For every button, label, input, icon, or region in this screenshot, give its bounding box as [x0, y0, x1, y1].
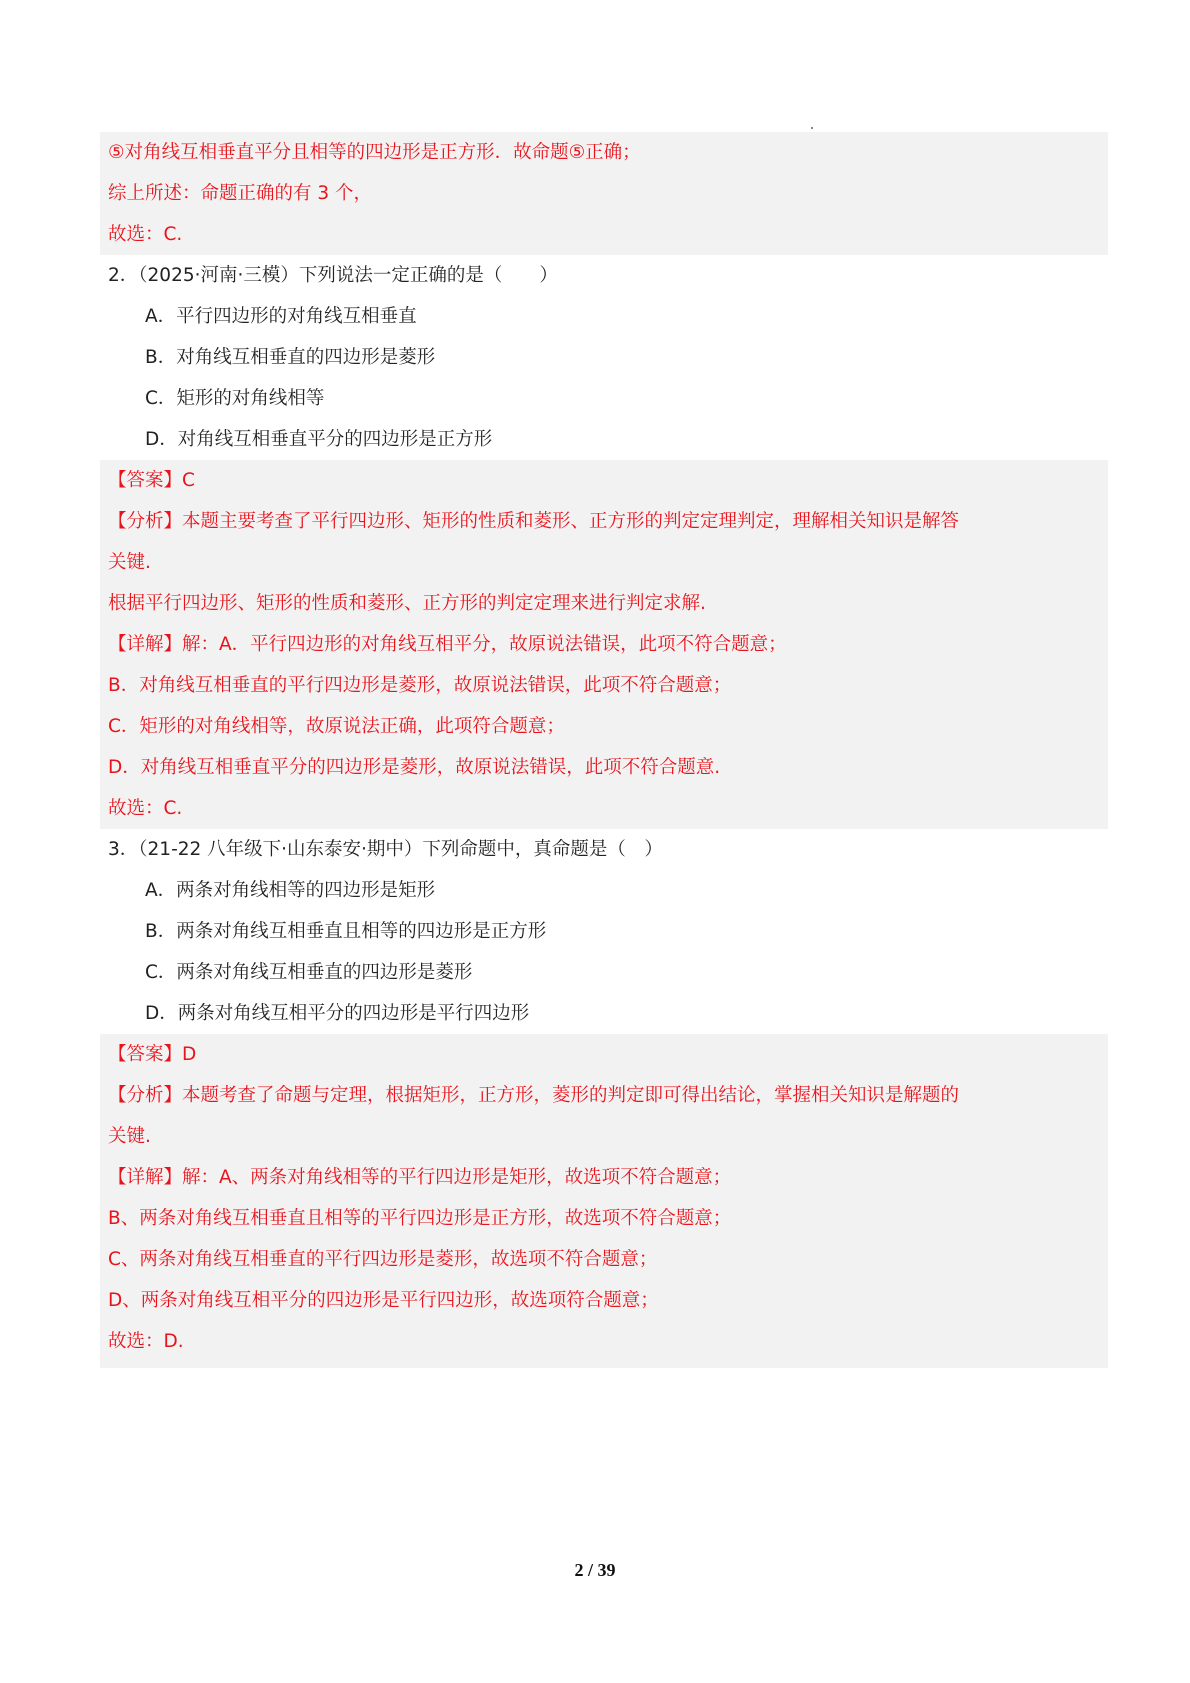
question-stem [108, 255, 1088, 296]
solution-line: 综上所述：命题正确的有 3 个， [108, 183, 373, 204]
option-b: B．两条对角线互相垂直且相等的四边形是正方形 [145, 921, 547, 942]
detail-line: B．对角线互相垂直的平行四边形是菱形，故原说法错误，此项不符合题意； [108, 675, 732, 696]
question-3 [108, 829, 1088, 1034]
detail-line: C．矩形的对角线相等，故原说法正确，此项符合题意； [108, 716, 565, 737]
solution-line: ⑤对角线互相垂直平分且相等的四边形是正方形．故命题⑤正确； [108, 142, 641, 163]
option-a: A．平行四边形的对角线互相垂直 [145, 306, 417, 327]
stray-mark [811, 127, 813, 129]
analysis-line: 关键. [108, 1126, 151, 1147]
analysis-line: 关键. [108, 552, 151, 573]
option-c: C．两条对角线互相垂直的四边形是菱形 [145, 962, 473, 983]
document-page [108, 132, 1088, 1368]
question-text: （21-22 八年级下·山东泰安·期中）下列命题中，真命题是（ ） [138, 839, 663, 860]
choice-line: 故选：D. [108, 1331, 184, 1352]
option-a: A．两条对角线相等的四边形是矩形 [145, 880, 436, 901]
detail-line: B、两条对角线互相垂直且相等的平行四边形是正方形，故选项不符合题意； [108, 1208, 732, 1229]
answer-line: 【答案】C [108, 470, 195, 491]
option-c: C．矩形的对角线相等 [145, 388, 325, 409]
question-2 [108, 255, 1088, 460]
question-number: 3． [108, 839, 139, 860]
detail-line: C、两条对角线互相垂直的平行四边形是菱形，故选项不符合题意； [108, 1249, 658, 1270]
analysis-line: 【分析】本题考查了命题与定理，根据矩形，正方形，菱形的判定即可得出结论，掌握相关知识是解题的 [108, 1085, 960, 1106]
option-d: D．对角线互相垂直平分的四边形是正方形 [145, 429, 493, 450]
solution-line: 故选：C. [108, 224, 183, 245]
prev-solution-block [100, 132, 1108, 255]
detail-line: 【详解】解：A．平行四边形的对角线互相平分，故原说法错误，此项不符合题意； [108, 634, 787, 655]
solution-block-3 [100, 1034, 1108, 1368]
detail-line: 【详解】解：A、两条对角线相等的平行四边形是矩形，故选项不符合题意； [108, 1167, 732, 1188]
option-b: B．对角线互相垂直的四边形是菱形 [145, 347, 436, 368]
question-text: （2025·河南·三模）下列说法一定正确的是（ ） [138, 265, 558, 286]
choice-line: 故选：C. [108, 798, 183, 819]
question-stem [108, 829, 1088, 870]
option-d: D．两条对角线互相平分的四边形是平行四边形 [145, 1003, 530, 1024]
analysis-line: 【分析】本题主要考查了平行四边形、矩形的性质和菱形、正方形的判定定理判定，理解相关知识是解答 [108, 511, 960, 532]
detail-line: D．对角线互相垂直平分的四边形是菱形，故原说法错误，此项不符合题意. [108, 757, 721, 778]
analysis-line: 根据平行四边形、矩形的性质和菱形、正方形的判定定理来进行判定求解. [108, 593, 706, 614]
detail-line: D、两条对角线互相平分的四边形是平行四边形，故选项符合题意； [108, 1290, 659, 1311]
page-number: 2 / 39 [574, 1560, 616, 1580]
solution-block-2 [100, 460, 1108, 829]
question-number: 2． [108, 265, 139, 286]
answer-line: 【答案】D [108, 1044, 197, 1065]
